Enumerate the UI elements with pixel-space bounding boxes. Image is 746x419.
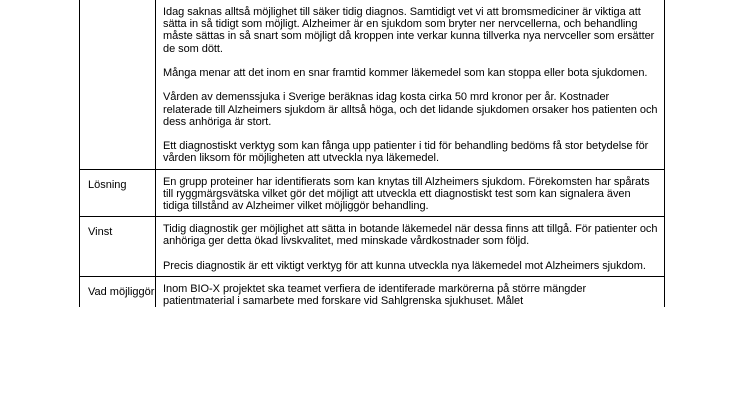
paragraph: Tidig diagnostik ger möjlighet att sätta in botande läkemedel när dessa finns att tillgå. För patienter och anhöriga ger detta ökad livskvalitet, med minskade vårdkostnader som följd. bbox=[163, 223, 658, 248]
row-content bbox=[156, 0, 664, 169]
row-content bbox=[156, 277, 664, 307]
document-table bbox=[79, 0, 665, 307]
paragraph: Inom BIO-X projektet ska teamet verfiera de identiferade markörerna på större mängder patientmaterial i samarbete med forskare vid Sahlgrenska sjukhuset. Målet bbox=[163, 283, 587, 308]
paragraph: Idag saknas alltså möjlighet till säker tidig diagnos. Samtidigt vet vi att bromsmediciner är viktiga att sätta in så tidigt som möjligt. Alzheimer är en sjukdom som bryter ner nervcellerna, och behandling måste sättas in så snart som möjligt då kroppen inte verkar kunna tillverka nya nervceller som ersätter de som dött. bbox=[163, 6, 655, 55]
table-row-losning bbox=[80, 170, 664, 218]
row-label: Lösning bbox=[80, 170, 156, 217]
paragraph: Många menar att det inom en snar framtid kommer läkemedel som kan stoppa eller bota sjukdomen. bbox=[163, 67, 648, 79]
paragraph: En grupp proteiner har identifierats som kan knytas till Alzheimers sjukdom. Förekomsten har spårats till ryggmärgsvätska vilket gör det möjligt att utveckla ett diagnostiskt test som kan signalera även tidiga tillstånd av Alzheimer vilket möjliggör behandling. bbox=[163, 175, 650, 212]
table-row-vad-mojliggor bbox=[80, 277, 664, 307]
paragraph: Vården av demenssjuka i Sverige beräknas idag kosta cirka 50 mrd kronor per år. Kostnader relaterade till Alzheimers sjukdom är alltså höga, och det lidande sjukdomen orsaker hos patienten och dess anhöriga är stort. bbox=[163, 91, 658, 128]
row-label: Vad möjliggör bbox=[80, 277, 156, 307]
table-row-vinst bbox=[80, 217, 664, 277]
row-label bbox=[80, 0, 156, 169]
table-row-problem bbox=[80, 0, 664, 170]
row-content bbox=[156, 217, 664, 276]
paragraph: Precis diagnostik är ett viktigt verktyg för att kunna utveckla nya läkemedel mot Alzheimers sjukdom. bbox=[163, 259, 646, 272]
row-content bbox=[156, 170, 664, 217]
paragraph: Ett diagnostiskt verktyg som kan fånga upp patienter i tid för behandling bedöms få stor betydelse för vården liksom för möjligheten att utveckla nya läkemedel. bbox=[163, 140, 649, 165]
row-label: Vinst bbox=[80, 217, 156, 276]
